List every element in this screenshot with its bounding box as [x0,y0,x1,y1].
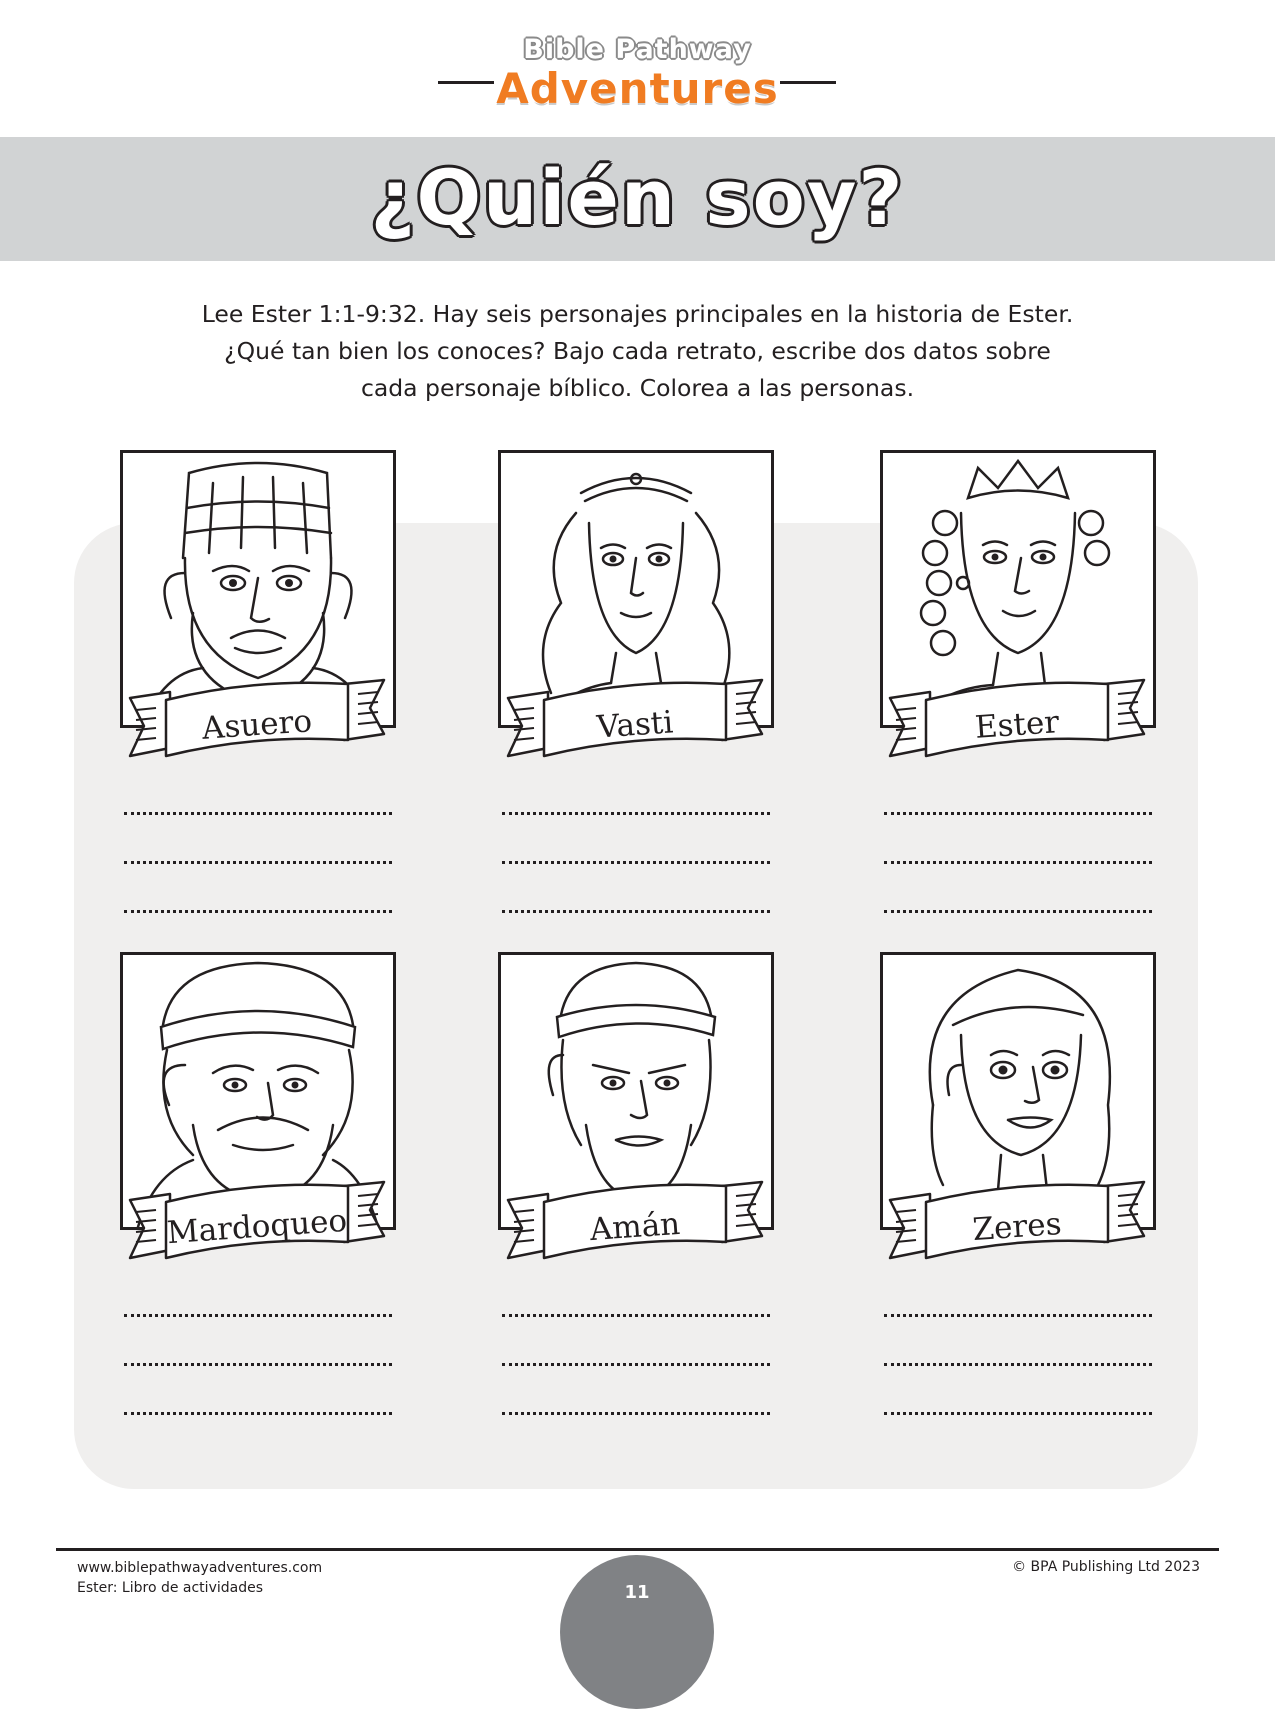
page-number: 11 [624,1582,650,1603]
character-name: Zeres [971,1205,1063,1249]
answer-line[interactable] [502,812,770,815]
answer-line[interactable] [502,861,770,864]
logo-dash-right [780,81,836,84]
character-name: Vasti [595,704,675,746]
answer-line[interactable] [124,861,392,864]
answer-line[interactable] [884,910,1152,913]
answer-line[interactable] [502,1363,770,1366]
page-number-tab [560,1555,714,1709]
answer-line[interactable] [124,1363,392,1366]
book-title: Ester: Libro de actividades [77,1580,263,1596]
name-ribbon [886,1172,1148,1272]
answer-line[interactable] [124,1412,392,1415]
name-ribbon [126,670,388,770]
character-name: Asuero [200,703,314,747]
footer-divider [56,1548,1219,1551]
character-name: Amán [588,1205,682,1249]
logo-bottom-text: Adventures [496,64,779,113]
answer-line[interactable] [884,1412,1152,1415]
answer-line[interactable] [124,812,392,815]
answer-line[interactable] [502,1314,770,1317]
name-ribbon [126,1172,388,1272]
name-ribbon [886,670,1148,770]
instructions [140,296,1135,407]
website-link[interactable]: www.biblepathwayadventures.com [77,1560,323,1576]
title-banner [0,137,1275,261]
answer-line[interactable] [502,1412,770,1415]
instruction-line: ¿Qué tan bien los conoces? Bajo cada retrato, escribe dos datos sobre [224,337,1051,365]
answer-line[interactable] [884,1363,1152,1366]
answer-line[interactable] [884,812,1152,815]
answer-line[interactable] [124,1314,392,1317]
answer-line[interactable] [124,910,392,913]
instruction-line: Lee Ester 1:1-9:32. Hay seis personajes principales en la historia de Ester. [201,300,1074,328]
name-ribbon [504,1172,766,1272]
character-name: Mardoqueo [165,1202,349,1252]
instruction-line: cada personaje bíblico. Colorea a las personas. [360,374,915,402]
answer-line[interactable] [884,1314,1152,1317]
name-ribbon [504,670,766,770]
copyright-text: © BPA Publishing Ltd 2023 [1012,1559,1200,1575]
answer-line[interactable] [502,910,770,913]
character-name: Ester [973,704,1061,746]
page-title: ¿Quién soy? [370,153,905,242]
answer-line[interactable] [884,861,1152,864]
footer-info [77,1558,322,1598]
logo-top-text: Bible Pathway [523,34,752,65]
brand-logo [0,30,1275,120]
